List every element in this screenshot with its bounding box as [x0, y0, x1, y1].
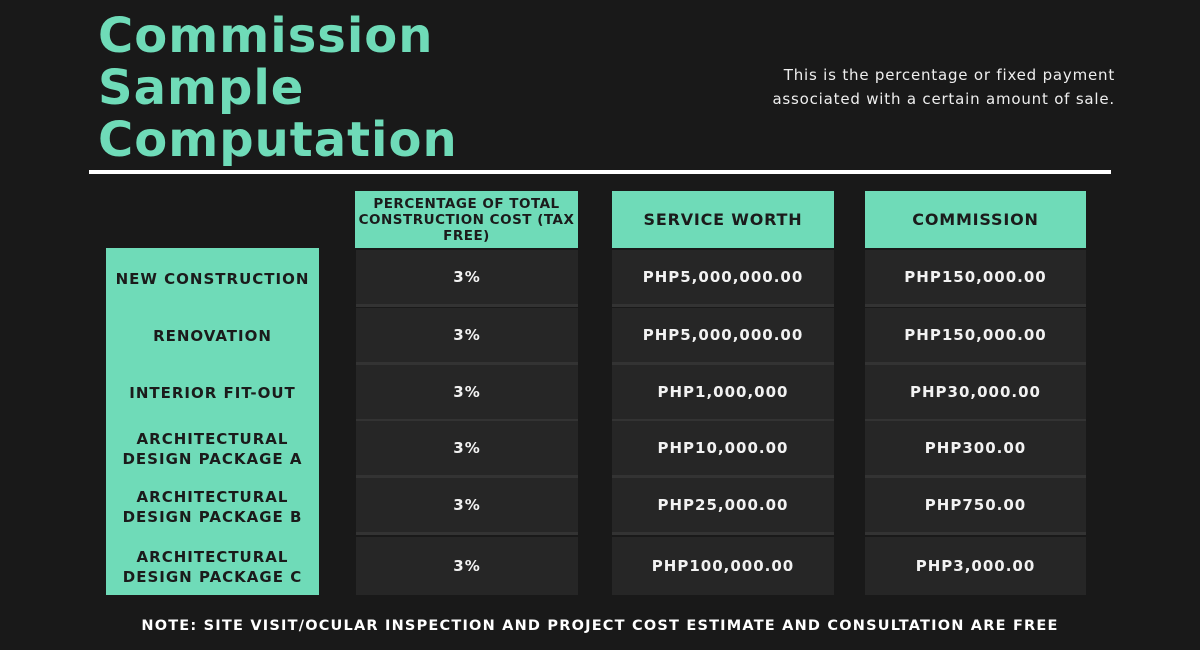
cell-service-worth: PHP5,000,000.00 — [612, 308, 834, 365]
row-label-interior-fit-out: INTERIOR FIT-OUT — [129, 383, 296, 402]
header-percentage: PERCENTAGE OF TOTAL CONSTRUCTION COST (TAX FREE) — [355, 191, 578, 248]
header-commission: COMMISSION — [865, 191, 1086, 248]
cell-service-worth: PHP100,000.00 — [612, 537, 834, 595]
page-title — [98, 10, 458, 166]
row-labels-column — [106, 248, 319, 595]
cell-percentage: 3% — [356, 421, 578, 478]
cell-service-worth: PHP1,000,000 — [612, 365, 834, 422]
cell-service-worth: PHP10,000.00 — [612, 421, 834, 478]
cell-commission: PHP300.00 — [865, 421, 1086, 478]
cell-percentage: 3% — [356, 250, 578, 307]
row-label-renovation: RENOVATION — [153, 326, 272, 345]
cell-percentage: 3% — [356, 537, 578, 595]
row-label-design-package-b: ARCHITECTURAL DESIGN PACKAGE B — [122, 487, 303, 526]
title-line-2: Sample — [98, 60, 305, 116]
cell-commission: PHP30,000.00 — [865, 365, 1086, 422]
header-service-worth: SERVICE WORTH — [612, 191, 834, 248]
title-divider — [89, 170, 1111, 174]
cell-percentage: 3% — [356, 308, 578, 365]
description-line-2: associated with a certain amount of sale. — [772, 90, 1115, 108]
cell-percentage: 3% — [356, 478, 578, 535]
title-line-3: Computation — [98, 112, 458, 168]
row-label-new-construction: NEW CONSTRUCTION — [115, 269, 310, 288]
cell-commission: PHP750.00 — [865, 478, 1086, 535]
cell-percentage: 3% — [356, 365, 578, 422]
description — [635, 63, 1115, 111]
cell-service-worth: PHP5,000,000.00 — [612, 250, 834, 307]
cell-commission: PHP150,000.00 — [865, 308, 1086, 365]
row-label-design-package-a: ARCHITECTURAL DESIGN PACKAGE A — [122, 429, 303, 468]
cell-commission: PHP150,000.00 — [865, 250, 1086, 307]
title-line-1: Commission — [98, 8, 434, 64]
cell-commission: PHP3,000.00 — [865, 537, 1086, 595]
cell-service-worth: PHP25,000.00 — [612, 478, 834, 535]
row-label-design-package-c: ARCHITECTURAL DESIGN PACKAGE C — [122, 547, 303, 586]
footer-note: NOTE: SITE VISIT/OCULAR INSPECTION AND PROJECT COST ESTIMATE AND CONSULTATION ARE FREE — [141, 618, 1059, 634]
description-line-1: This is the percentage or fixed payment — [783, 66, 1115, 84]
